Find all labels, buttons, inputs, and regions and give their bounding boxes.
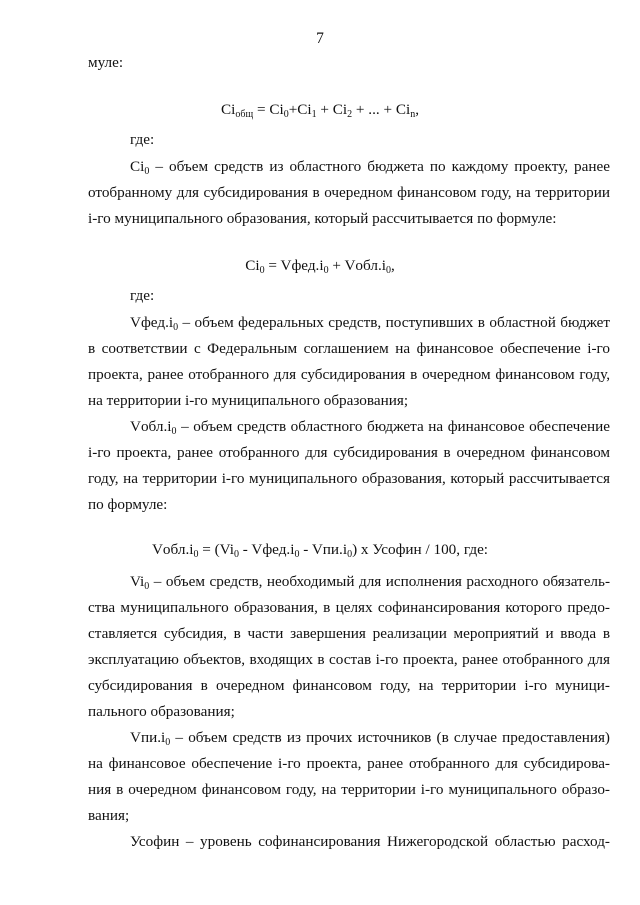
formula-total: $Ci_{общ} = Ci_0+Ci_1 + Ci_2$ + ... + $Ci_n$,	[221, 101, 419, 120]
text-line: где:	[130, 287, 155, 304]
text-line: эксплуатацию объектов, входящих в состав i-го проекта, ранее отобранного для	[88, 651, 610, 668]
text-line: $Vфед.i_0$ – объем федеральных средств, поступивших в областной бюджет	[130, 314, 610, 333]
text-line: ния в очередном финансовом году, на территории i-го муниципального образо-	[88, 781, 610, 798]
text-line: ставляется субсидия, в части завершения реализации мероприятий и ввода в	[88, 625, 610, 642]
text-line: i-го муниципального образования, который рассчитывается по формуле:	[88, 210, 557, 227]
text-line: $Vпи.i_0$ – объем средств из прочих источников (в случае предоставления)	[130, 729, 610, 748]
text-line: проекта, ранее отобранного для субсидирования в очередном финансовом году,	[88, 366, 610, 383]
text-line: на финансовое обеспечение i-го проекта, ранее отобранного для субсидирова-	[88, 755, 610, 772]
text-line: муле:	[88, 54, 124, 71]
text-line: в соответствии с Федеральным соглашением на финансовое обеспечение i-го	[88, 340, 610, 357]
formula-ci0: $Ci_0$ = $Vфед.i_0$ + $Vобл.i_0$,	[245, 257, 395, 276]
text-line: где:	[130, 131, 155, 148]
text-line: отобранному для субсидирования в очередном финансовом году, на территории	[88, 184, 610, 201]
page-number: 7	[316, 30, 324, 47]
text-line: ства муниципального образования, в целях софинансирования которого предо-	[88, 599, 610, 616]
text-line: на территории i-го муниципального образования;	[88, 392, 409, 409]
text-line: $Vi_0$ – объем средств, необходимый для исполнения расходного обязатель-	[130, 573, 610, 592]
text-line: $Vобл.i_0$ – объем средств областного бюджета на финансовое обеспечение	[130, 418, 610, 437]
formula-vobl: $Vобл.i_0 = (Vi_0$ - $Vфед.i_0 - Vпи.i_0$) х Усофин / 100, где:	[151, 541, 489, 560]
text-line: по формуле:	[88, 496, 168, 513]
text-line: $Ci_0$ – объем средств из областного бюджета по каждому проекту, ранее	[130, 158, 610, 177]
text-line: Усофин – уровень софинансирования Нижегородской областью расход-	[130, 833, 610, 850]
text-line: году, на территории i-го муниципального образования, который рассчитывается	[88, 470, 610, 487]
text-line: вания;	[88, 807, 130, 824]
text-line: i-го проекта, ранее отобранного для субсидирования в очередном финансовом	[88, 444, 610, 461]
text-line: пального образования;	[88, 703, 235, 720]
text-line: субсидирования в очередном финансовом году, на территории i-го муници-	[88, 677, 610, 694]
